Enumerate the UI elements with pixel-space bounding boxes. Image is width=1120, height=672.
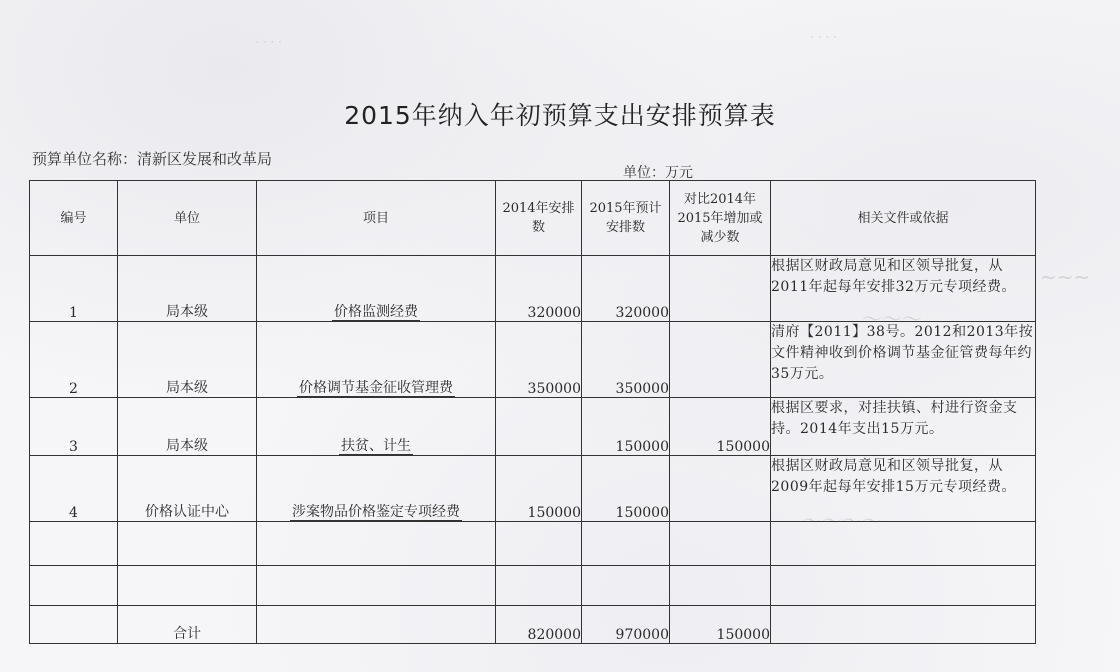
empty-cell [257, 606, 496, 644]
row-item-label: 扶贫、计生 [341, 438, 411, 454]
row-2015: 150000 [582, 398, 670, 456]
empty-cell [670, 566, 771, 606]
table-row [30, 256, 1036, 322]
handwriting-mark: · · · · [810, 30, 837, 44]
row-no: 2 [30, 322, 118, 398]
row-no: 1 [30, 256, 118, 322]
empty-cell [670, 522, 771, 566]
total-row [30, 606, 1036, 644]
total-2015: 970000 [582, 606, 670, 644]
row-diff [670, 322, 771, 398]
total-2014: 820000 [496, 606, 582, 644]
row-diff: 150000 [670, 398, 771, 456]
empty-cell [30, 566, 118, 606]
row-basis: 根据区财政局意见和区领导批复，从2009年起每年安排15万元专项经费。 [771, 456, 1036, 522]
empty-cell [30, 522, 118, 566]
row-diff [670, 456, 771, 522]
header-item: 项目 [257, 181, 496, 256]
row-dept: 价格认证中心 [118, 456, 257, 522]
row-2014 [496, 398, 582, 456]
row-diff [670, 256, 771, 322]
row-item-label: 涉案物品价格鉴定专项经费 [292, 504, 460, 520]
row-dept: 局本级 [118, 398, 257, 456]
empty-cell [771, 566, 1036, 606]
row-2014: 320000 [496, 256, 582, 322]
empty-row [30, 522, 1036, 566]
row-no: 4 [30, 456, 118, 522]
row-basis: 根据区要求，对挂扶镇、村进行资金支持。2014年支出15万元。 [771, 398, 1036, 456]
row-dept: 局本级 [118, 256, 257, 322]
budget-unit-name: 预算单位名称：清新区发展和改革局 [32, 150, 273, 168]
handwriting-mark: ～～～ [860, 307, 920, 331]
empty-cell [582, 566, 670, 606]
header-row [30, 181, 1036, 256]
empty-cell [771, 522, 1036, 566]
currency-unit: 单位：万元 [623, 165, 693, 181]
row-2015: 150000 [582, 456, 670, 522]
page-title: 2015年纳入年初预算支出安排预算表 [344, 101, 776, 130]
handwriting-mark: · · · · [255, 35, 282, 49]
row-item [257, 256, 496, 322]
empty-cell [118, 522, 257, 566]
empty-cell [771, 606, 1036, 644]
header-basis: 相关文件或依据 [771, 181, 1036, 256]
table-row [30, 456, 1036, 522]
row-2014: 350000 [496, 322, 582, 398]
empty-row [30, 566, 1036, 606]
empty-cell [257, 566, 496, 606]
row-dept: 局本级 [118, 322, 257, 398]
total-label: 合计 [118, 606, 257, 644]
table-row [30, 322, 1036, 398]
header-diff: 对比2014年2015年增加或减少数 [670, 181, 771, 256]
row-basis: 清府【2011】38号。2012和2013年按文件精神收到价格调节基金征管费每年约35万元。 [771, 322, 1036, 398]
total-diff: 150000 [670, 606, 771, 644]
header-2015: 2015年预计安排数 [582, 181, 670, 256]
row-item-label: 价格调节基金征收管理费 [299, 380, 453, 396]
empty-cell [496, 566, 582, 606]
empty-cell [257, 522, 496, 566]
row-item-label: 价格监测经费 [334, 304, 418, 320]
empty-cell [496, 522, 582, 566]
table-row [30, 398, 1036, 456]
empty-cell [582, 522, 670, 566]
handwriting-mark: ～～～～ [800, 509, 880, 533]
row-item [257, 398, 496, 456]
row-no: 3 [30, 398, 118, 456]
row-2015: 350000 [582, 322, 670, 398]
empty-cell [30, 606, 118, 644]
row-2014: 150000 [496, 456, 582, 522]
empty-cell [118, 566, 257, 606]
row-basis: 根据区财政局意见和区领导批复，从2011年起每年安排32万元专项经费。 [771, 256, 1036, 322]
handwriting-mark: ~~~ [1040, 265, 1091, 289]
row-item [257, 456, 496, 522]
row-2015: 320000 [582, 256, 670, 322]
budget-table [29, 180, 1036, 644]
header-2014: 2014年安排数 [496, 181, 582, 256]
header-dept: 单位 [118, 181, 257, 256]
header-no: 编号 [30, 181, 118, 256]
row-item [257, 322, 496, 398]
